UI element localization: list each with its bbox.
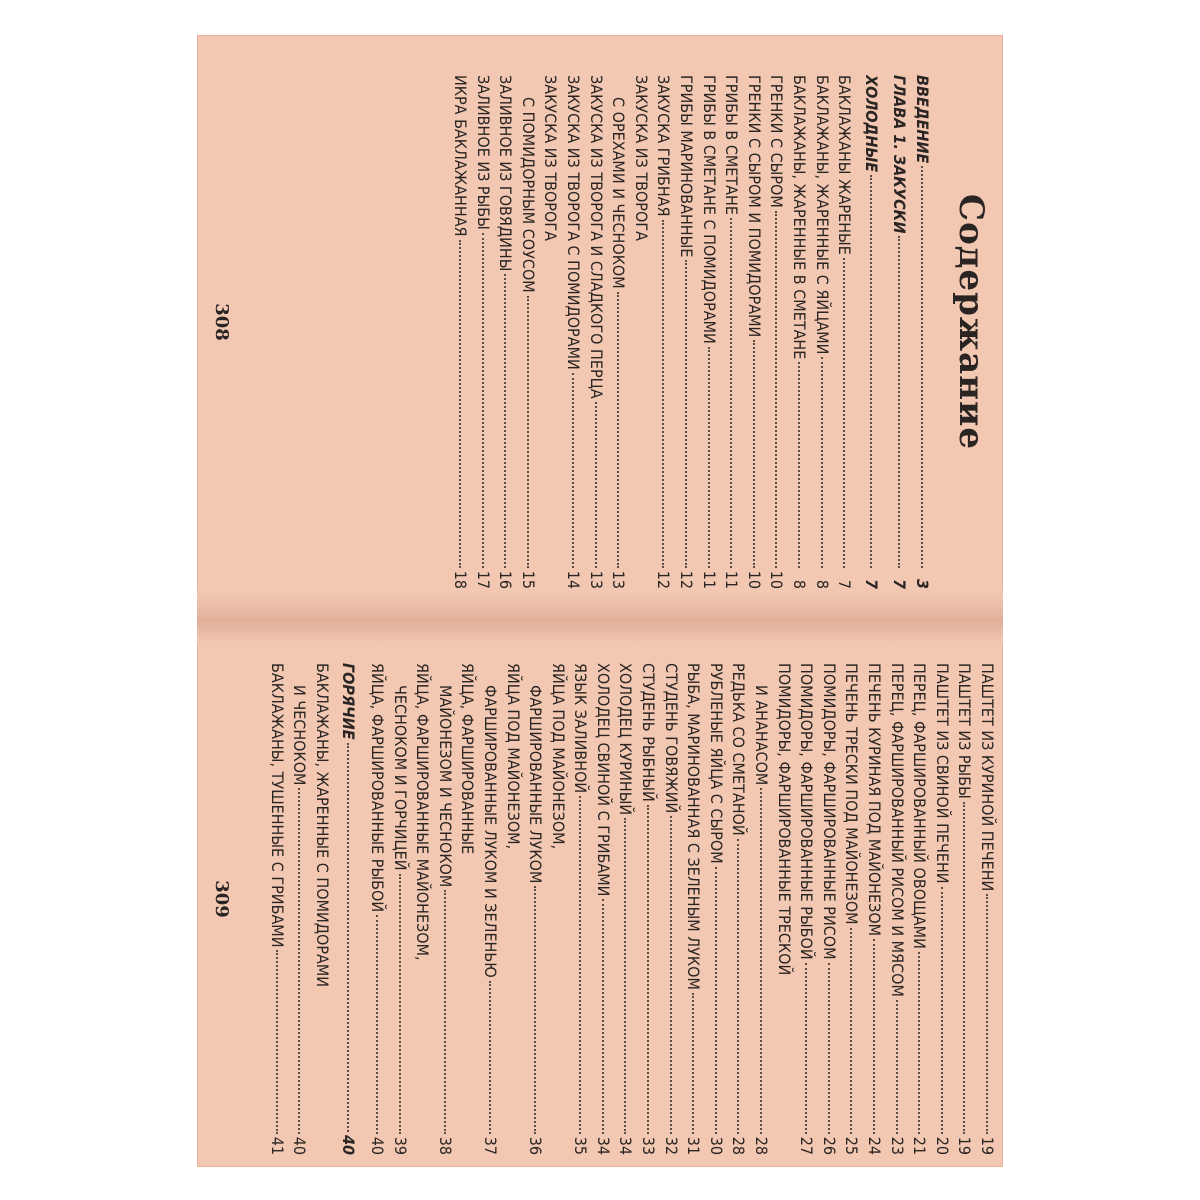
- toc-entry-title: ЯЙЦА, ФАРШИРОВАННЫЕ: [458, 663, 478, 855]
- toc-entry-page: 10: [767, 570, 787, 589]
- toc-entry: [727, 663, 750, 1155]
- dot-leader: [489, 981, 491, 1134]
- toc-entry-title: ГРЕНКИ С СЫРОМ: [767, 75, 787, 208]
- toc-entry-title: ПАШТЕТ ИЗ СВИНОЙ ПЕЧЕНИ: [932, 663, 952, 884]
- toc-entry-page: 23: [887, 1136, 907, 1155]
- toc-entry-title: РЫБА, МАРИНОВАННАЯ С ЗЕЛЕНЫМ ЛУКОМ: [684, 663, 704, 990]
- toc-entry-title: ФАРШИРОВАННЫЕ ЛУКОМ: [526, 685, 546, 884]
- toc-entry: [795, 663, 818, 1155]
- toc-entry-title: ВВЕДЕНИЕ: [913, 75, 932, 164]
- dot-leader: [482, 233, 484, 568]
- toc-entry-title: ПЕЧЕНЬ КУРИНАЯ ПОД МАЙОНЕЗОМ: [865, 663, 885, 937]
- toc-entry: [787, 75, 810, 589]
- toc-entry-title: ЯЙЦА ПОД МАЙОНЕЗОМ,: [503, 663, 523, 850]
- toc-entry: [659, 663, 682, 1155]
- toc-entry: [674, 75, 697, 589]
- toc-entry-title: БАКЛАЖАНЫ, ЖАРЕННЫЕ В СМЕТАНЕ: [790, 75, 810, 360]
- dot-leader: [662, 220, 664, 568]
- toc-entry-page: 7: [835, 579, 855, 589]
- toc-entry-title: ЗАКУСКА ИЗ ТВОРОГА С ПОМИДОРАМИ: [564, 75, 584, 370]
- dot-leader: [376, 915, 378, 1134]
- toc-entry-title: И ЧЕСНОКОМ: [290, 685, 310, 786]
- toc-entry-title: ПЕРЕЦ, ФАРШИРОВАННЫЙ РИСОМ И МЯСОМ: [887, 663, 907, 997]
- toc-entry-page: 35: [571, 1136, 591, 1155]
- toc-entry-page: 33: [639, 1136, 659, 1155]
- toc-entry-title: ПАШТЕТ ИЗ КУРИНОЙ ПЕЧЕНИ: [978, 663, 997, 892]
- toc-entry-title: ХОЛОДЕЦ КУРИНЫЙ: [616, 663, 636, 816]
- toc-entry: [478, 663, 501, 1155]
- toc-entry-title: ЯЙЦА, ФАРШИРОВАННЫЕ МАЙОНЕЗОМ,: [413, 663, 433, 961]
- toc-entry-title: ГРИБЫ В СМЕТАНЕ С ПОМИДОРАМИ: [699, 75, 719, 344]
- toc-entry-title: ГРИБЫ В СМЕТАНЕ: [722, 75, 742, 215]
- toc-entry-page: 38: [435, 1136, 455, 1155]
- toc-entry-title: РУБЛЕНЫЕ ЯЙЦА С СЫРОМ: [706, 663, 726, 864]
- dot-leader: [602, 899, 604, 1133]
- toc-entry-title: ПОМИДОРЫ, ФАРШИРОВАННЫЕ ТРЕСКОЙ: [774, 663, 794, 976]
- toc-entry-title: БАКЛАЖАНЫ, ЖАРЕННЫЕ С ПОМИДОРАМИ: [312, 663, 332, 988]
- toc-entry-title: ЗАКУСКА ИЗ ТВОРОГА И СЛАДКОГО ПЕРЦА: [586, 75, 606, 399]
- toc-entry-title: ПАШТЕТ ИЗ РЫБЫ: [955, 663, 975, 799]
- toc-entry-title: ГРИБЫ МАРИНОВАННЫЕ: [677, 75, 697, 258]
- dot-leader: [444, 890, 446, 1133]
- toc-entry-page: 7: [890, 578, 910, 589]
- toc-entry: [471, 75, 494, 589]
- toc-entry-page: 31: [684, 1136, 704, 1155]
- toc-entry-page: 10: [744, 570, 764, 589]
- toc-entry: [411, 663, 434, 1155]
- toc-entry-title: ГОРЯЧИЕ: [339, 663, 359, 740]
- dot-leader: [298, 788, 300, 1133]
- toc-entry: [591, 663, 614, 1155]
- toc-entry: [546, 663, 569, 1155]
- dot-leader: [617, 292, 619, 568]
- toc-entry: [704, 663, 727, 1155]
- toc-list-right: [265, 663, 998, 1155]
- toc-entry-page: 16: [496, 570, 516, 589]
- toc-entry-page: 7: [861, 578, 881, 589]
- toc-entry-title: СТУДЕНЬ ГОВЯЖИЙ: [661, 663, 681, 814]
- book-spread: [197, 35, 1003, 1167]
- toc-entry-page: 20: [932, 1136, 952, 1155]
- toc-entry-page: 13: [609, 570, 629, 589]
- toc-entry: [682, 663, 705, 1155]
- toc-entry-title: ХОЛОДНЫЕ: [861, 75, 881, 173]
- toc-entry: [765, 75, 788, 589]
- dot-leader: [775, 211, 777, 568]
- toc-entry-title: ЗАКУСКА ИЗ ТВОРОГА: [541, 75, 561, 241]
- toc-entry-page: 19: [978, 1136, 997, 1155]
- dot-leader: [918, 952, 920, 1134]
- toc-entry: [288, 663, 311, 1155]
- dot-leader: [798, 362, 800, 568]
- toc-entry-title: ФАРШИРОВАННЫЕ ЛУКОМ И ЗЕЛЕНЬЮ: [480, 685, 500, 978]
- toc-entry-title: РЕДЬКА СО СМЕТАНОЙ: [729, 663, 749, 836]
- dot-leader: [986, 894, 988, 1133]
- dot-leader: [534, 886, 536, 1133]
- toc-entry-page: 3: [913, 578, 932, 589]
- dot-leader: [347, 743, 349, 1132]
- page-number: 309: [211, 880, 232, 918]
- toc-entry: [562, 75, 585, 589]
- toc-entry-title: МАЙОНЕЗОМ И ЧЕСНОКОМ: [435, 685, 455, 888]
- toc-entry: [456, 663, 479, 1155]
- dot-leader: [760, 788, 762, 1133]
- toc-entry: [862, 663, 885, 1155]
- dot-leader: [850, 928, 852, 1134]
- page-309: [197, 623, 1003, 1167]
- dot-leader: [692, 993, 694, 1134]
- dot-leader: [685, 260, 687, 567]
- page-308: [197, 35, 1003, 601]
- toc-entry-title: С ОРЕХАМИ И ЧЕСНОКОМ: [609, 97, 629, 289]
- toc-entry-title: ПОМИДОРЫ, ФАРШИРОВАННЫЕ РЫБОЙ: [797, 663, 817, 960]
- toc-entry-title: БАКЛАЖАНЫ ЖАРЕНЫЕ: [835, 75, 855, 255]
- dot-leader: [579, 796, 581, 1134]
- toc-entry: [749, 663, 772, 1155]
- dot-leader: [670, 816, 672, 1133]
- toc-entry: [652, 75, 675, 589]
- dot-leader: [276, 950, 278, 1133]
- toc-entry-page: 17: [473, 570, 493, 589]
- toc-entry-title: ИКРА БАКЛАЖАННАЯ: [451, 75, 471, 237]
- toc-entry: [885, 663, 908, 1155]
- toc-entry-page: 40: [339, 1134, 359, 1155]
- toc-entry: [908, 663, 931, 1155]
- toc-entry: [265, 663, 288, 1155]
- toc-entry-page: 28: [752, 1136, 772, 1155]
- toc-entry: [388, 663, 411, 1155]
- dot-leader: [737, 839, 739, 1134]
- toc-entry: [859, 75, 882, 589]
- toc-entry: [697, 75, 720, 589]
- toc-entry: [501, 663, 524, 1155]
- toc-entry-page: 27: [797, 1136, 817, 1155]
- toc-entry-page: 11: [722, 570, 742, 589]
- toc-entry: [720, 75, 743, 589]
- toc-entry-page: 14: [564, 570, 584, 589]
- toc-entry-title: ЧЕСНОКОМ И ГОРЧИЦЕЙ: [390, 685, 410, 871]
- toc-entry-page: 36: [526, 1136, 546, 1155]
- toc-entry-page: 13: [586, 570, 606, 589]
- toc-entry: [365, 663, 388, 1155]
- dot-leader: [963, 802, 965, 1134]
- toc-entry-page: 34: [616, 1136, 636, 1155]
- toc-entry: [607, 75, 630, 589]
- toc-entry: [539, 75, 562, 589]
- dot-leader: [921, 166, 923, 568]
- toc-entry-title: БАКЛАЖАНЫ, ТУШЕННЫЕ С ГРИБАМИ: [267, 663, 287, 948]
- toc-entry-page: 39: [390, 1136, 410, 1155]
- toc-entry: [953, 663, 976, 1155]
- toc-entry-page: 8: [790, 579, 810, 589]
- toc-entry: [629, 75, 652, 589]
- dot-leader: [708, 347, 710, 568]
- toc-entry: [840, 663, 863, 1155]
- toc-entry: [888, 75, 911, 589]
- dot-leader: [805, 963, 807, 1134]
- toc-entry: [310, 663, 333, 1155]
- toc-entry-title: ЯЗЫК ЗАЛИВНОЙ: [571, 663, 591, 794]
- toc-entry-page: 34: [593, 1136, 613, 1155]
- toc-entry-title: ПЕЧЕНЬ ТРЕСКИ ПОД МАЙОНЕЗОМ: [842, 663, 862, 925]
- toc-entry: [337, 663, 360, 1155]
- dot-leader: [625, 818, 627, 1134]
- toc-entry: [772, 663, 795, 1155]
- dot-leader: [459, 240, 461, 568]
- dot-leader: [572, 373, 574, 568]
- toc-entry-title: ХОЛОДЕЦ СВИНОЙ С ГРИБАМИ: [593, 663, 613, 897]
- toc-entry-page: 18: [451, 570, 471, 589]
- toc-entry-title: ЗАКУСКА ГРИБНАЯ: [654, 75, 674, 217]
- dot-leader: [941, 887, 943, 1134]
- dot-leader: [896, 1000, 898, 1134]
- toc-entry: [817, 663, 840, 1155]
- dot-leader: [753, 340, 755, 567]
- toc-entry-title: ЗАЛИВНОЕ ИЗ РЫБЫ: [473, 75, 493, 230]
- toc-entry-page: 26: [819, 1136, 839, 1155]
- dot-leader: [527, 296, 529, 568]
- dot-leader: [595, 402, 597, 568]
- toc-entry-title: ГЛАВА 1. ЗАКУСКИ: [890, 75, 910, 234]
- dot-leader: [647, 805, 649, 1134]
- toc-entry-page: 40: [367, 1136, 387, 1155]
- toc-entry: [524, 663, 547, 1155]
- toc-entry-title: С ПОМИДОРНЫМ СОУСОМ: [518, 97, 538, 293]
- toc-entry-title: ЯЙЦА ПОД МАЙОНЕЗОМ,: [548, 663, 568, 850]
- toc-entry-page: 8: [812, 579, 832, 589]
- toc-entry-page: 30: [706, 1136, 726, 1155]
- toc-entry: [449, 75, 472, 589]
- dot-leader: [821, 357, 823, 568]
- dot-leader: [843, 258, 845, 568]
- toc-entry-page: 12: [654, 570, 674, 589]
- toc-entry: [614, 663, 637, 1155]
- toc-entry-title: ЗАКУСКА ИЗ ТВОРОГА: [631, 75, 651, 241]
- toc-entry-page: 12: [677, 570, 697, 589]
- toc-entry: [975, 663, 998, 1155]
- toc-entry: [637, 663, 660, 1155]
- toc-entry-title: ПЕРЕЦ, ФАРШИРОВАННЫЙ ОВОЩАМИ: [910, 663, 930, 949]
- dot-leader: [898, 236, 900, 568]
- dot-leader: [873, 939, 875, 1134]
- dot-leader: [399, 874, 401, 1134]
- toc-entry-page: 41: [267, 1136, 287, 1155]
- toc-entry-title: БАКЛАЖАНЫ, ЖАРЕННЫЕ С ЯЙЦАМИ: [812, 75, 832, 355]
- toc-entry-page: 24: [865, 1136, 885, 1155]
- dot-leader: [730, 218, 732, 568]
- toc-entry-page: 28: [729, 1136, 749, 1155]
- toc-entry-page: 19: [955, 1136, 975, 1155]
- toc-entry-title: ГРЕНКИ С СЫРОМ И ПОМИДОРАМИ: [744, 75, 764, 338]
- toc-entry-page: 15: [518, 570, 538, 589]
- toc-entry: [584, 75, 607, 589]
- toc-entry-page: 37: [480, 1136, 500, 1155]
- toc-entry: [516, 75, 539, 589]
- toc-entry-title: ЯЙЦА, ФАРШИРОВАННЫЕ РЫБОЙ: [367, 663, 387, 913]
- toc-entry-title: СТУДЕНЬ РЫБНЫЙ: [639, 663, 659, 802]
- page-title: Содержание: [951, 194, 991, 450]
- toc-list-left: [449, 75, 933, 589]
- toc-entry-title: ЗАЛИВНОЕ ИЗ ГОВЯДИНЫ: [496, 75, 516, 272]
- toc-entry-page: 40: [290, 1136, 310, 1155]
- toc-entry-page: 21: [910, 1136, 930, 1155]
- toc-entry: [910, 75, 933, 589]
- toc-entry-page: 25: [842, 1136, 862, 1155]
- toc-entry-page: 32: [661, 1136, 681, 1155]
- toc-entry-page: 11: [699, 570, 719, 589]
- dot-leader: [870, 175, 872, 568]
- toc-entry: [833, 75, 856, 589]
- dot-leader: [828, 963, 830, 1134]
- toc-entry: [494, 75, 517, 589]
- toc-entry-title: И АНАНАСОМ: [752, 685, 772, 786]
- toc-entry: [742, 75, 765, 589]
- toc-entry: [930, 663, 953, 1155]
- toc-entry: [433, 663, 456, 1155]
- dot-leader: [504, 274, 506, 567]
- toc-entry-title: ПОМИДОРЫ, ФАРШИРОВАННЫЕ РИСОМ: [819, 663, 839, 960]
- toc-entry: [810, 75, 833, 589]
- toc-entry: [569, 663, 592, 1155]
- page-number: 308: [211, 303, 232, 341]
- dot-leader: [715, 867, 717, 1134]
